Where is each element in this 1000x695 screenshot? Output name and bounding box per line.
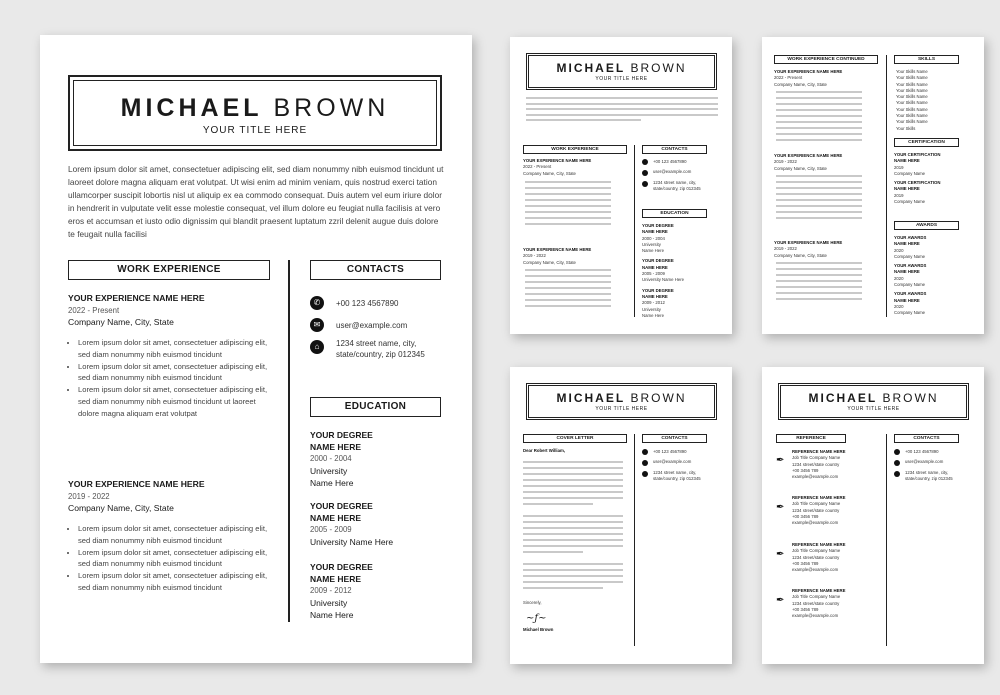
feather-icon: ✒ xyxy=(776,502,785,513)
school: University Name Here xyxy=(642,277,685,283)
bullet-lines xyxy=(525,181,611,229)
phone-icon xyxy=(894,449,900,455)
experience-entry xyxy=(523,158,628,177)
reference-entry xyxy=(792,542,882,573)
award-name: NAME HERE xyxy=(894,269,920,275)
ref-phone: +00 3456 789 xyxy=(792,513,819,519)
address-line1: 1234 street name, city, xyxy=(653,469,697,475)
contact-lines xyxy=(905,449,967,482)
cert-company: Company Name xyxy=(894,199,926,205)
reference-entry xyxy=(792,588,882,619)
name-box xyxy=(526,383,717,420)
award-year: 2020 xyxy=(894,247,904,253)
ref-phone: +00 3456 789 xyxy=(792,467,819,473)
award-name: NAME HERE xyxy=(894,241,920,247)
ref-job: Job Title Company Name xyxy=(792,501,841,507)
award-company: Company Name xyxy=(894,310,926,316)
last-name: BROWN xyxy=(630,391,687,405)
award-year: 2020 xyxy=(894,275,904,281)
work-experience-heading: WORK EXPERIENCE xyxy=(523,145,627,154)
experience-company: Company Name, City, State xyxy=(68,317,174,327)
years: 2009 - 2012 xyxy=(310,586,352,595)
education-list xyxy=(642,223,712,319)
cert-title: YOUR CERTIFICATION xyxy=(894,152,941,157)
degree: YOUR DEGREE xyxy=(310,562,373,572)
contact-email xyxy=(310,320,445,331)
intro-lines xyxy=(526,97,718,125)
phone-icon: ✆ xyxy=(310,296,324,310)
school: Name Here xyxy=(310,610,354,620)
degree: NAME HERE xyxy=(310,442,362,452)
experience-dates: 2019 - 2022 xyxy=(774,246,797,252)
skill-item: Your Skills Name xyxy=(896,87,928,93)
degree: NAME HERE xyxy=(310,513,362,523)
column-divider xyxy=(288,260,290,622)
cert-year: 2019 xyxy=(894,164,904,170)
home-icon: ⌂ xyxy=(310,340,324,354)
experience-company: Company Name, City, State xyxy=(523,170,576,176)
email-text: user@example.com xyxy=(336,321,408,330)
skill-item: Your Skills Name xyxy=(896,100,928,106)
school: University xyxy=(310,466,348,476)
first-name: MICHAEL xyxy=(808,391,878,405)
education-entry xyxy=(310,561,440,621)
ref-email: example@example.com xyxy=(792,567,839,573)
award-company: Company Name xyxy=(894,253,926,259)
ref-phone: +00 3456 789 xyxy=(792,606,819,612)
experience-company: Company Name, City, State xyxy=(774,252,827,258)
cert-name: NAME HERE xyxy=(894,158,920,164)
experience-dates: 2022 - Present xyxy=(523,164,552,170)
ref-email: example@example.com xyxy=(792,613,839,619)
feather-icon: ✒ xyxy=(776,549,785,560)
education-heading: EDUCATION xyxy=(310,397,441,417)
education-heading: EDUCATION xyxy=(642,209,707,218)
skill-item: Your Skills xyxy=(896,125,916,131)
signature-text: Michael Brown xyxy=(523,627,554,632)
address-line1: 1234 street name, city, xyxy=(336,339,417,348)
email-text: user@example.com xyxy=(905,459,944,465)
feather-icon: ✒ xyxy=(776,455,785,466)
sincerely: Sincerely, xyxy=(523,600,542,605)
school: Name Here xyxy=(310,478,354,488)
ref-address: 1234 street/state country xyxy=(792,600,840,606)
award-title: YOUR AWARDS xyxy=(894,235,927,240)
address-line1: 1234 street name, city, xyxy=(905,469,949,475)
first-name: MICHAEL xyxy=(556,391,626,405)
address-line2: state/country, zip 012345 xyxy=(653,475,701,481)
degree: NAME HERE xyxy=(642,293,668,299)
years: 2000 - 2004 xyxy=(642,235,665,241)
job-title: YOUR TITLE HERE xyxy=(595,76,648,82)
home-icon xyxy=(894,471,900,477)
ref-name: REFERENCE NAME HERE xyxy=(792,588,846,593)
education-entry xyxy=(310,429,440,489)
first-name: MICHAEL xyxy=(120,94,263,122)
degree: NAME HERE xyxy=(310,574,362,584)
name-box xyxy=(778,383,969,420)
email-text: user@example.com xyxy=(653,169,692,175)
bullet-lines xyxy=(776,175,862,223)
certification-list xyxy=(894,152,964,205)
experience-dates: 2019 - 2022 xyxy=(523,253,546,259)
first-name: MICHAEL xyxy=(556,61,626,75)
name-box xyxy=(526,53,717,90)
experience-name: YOUR EXPERIENCE NAME HERE xyxy=(68,479,205,489)
intro-paragraph: Lorem ipsum dolor sit amet, consectetuer adipiscing elit, sed diam nonummy nibh euismod tincidunt ut laoreet dolore magna aliquam erat volutpat. Ut wisi enim ad minim veniam, quis nostrud exerci tation ullamcorper suscipit lobortis nisl ut aliquip ex ea commodo consequat. Duis autem vel eum iriure dolor in hendrerit in vulputate velit esse molestie consequat, vel illum dolore eu feugiat nulla facilisis at vero eros et accumsan et iusto odio dignissim qui blandit praesent luptatum zzril delenit augue duis dolore te feugait nulla facilisi xyxy=(68,164,444,239)
home-icon xyxy=(642,471,648,477)
cover-letter-heading: COVER LETTER xyxy=(523,434,627,443)
email-text: user@example.com xyxy=(653,459,692,465)
experience-dates: 2022 - Present xyxy=(774,75,803,81)
school: University xyxy=(642,241,661,247)
contact-phone xyxy=(310,298,445,309)
reference-entry xyxy=(792,495,882,526)
awards-heading: AWARDS xyxy=(894,221,959,230)
bullet: • Lorem ipsum dolor sit amet, consectetuer adipiscing elit, sed diam nonummy nibh euismod tincidunt xyxy=(78,570,268,594)
degree: NAME HERE xyxy=(642,264,668,270)
home-icon xyxy=(642,181,648,187)
last-name: BROWN xyxy=(273,94,390,122)
experience-entry xyxy=(68,479,268,594)
degree: YOUR DEGREE xyxy=(642,223,674,228)
bullet: • Lorem ipsum dolor sit amet, consectetuer adipiscing elit, sed diam nonummy nibh euismod tincidunt xyxy=(78,337,268,361)
cert-name: NAME HERE xyxy=(894,186,920,192)
degree: YOUR DEGREE xyxy=(642,258,674,264)
award-year: 2020 xyxy=(894,303,904,309)
ref-email: example@example.com xyxy=(792,474,839,480)
job-title: YOUR TITLE HERE xyxy=(847,406,900,412)
cert-title: YOUR CERTIFICATION xyxy=(894,180,941,186)
degree: YOUR DEGREE xyxy=(642,287,674,293)
signature-mark: ~ƒ~ xyxy=(526,613,547,624)
education-entry xyxy=(310,500,440,548)
school: University xyxy=(642,306,661,312)
awards-list xyxy=(894,235,964,317)
contacts-heading: CONTACTS xyxy=(642,145,707,154)
ref-name: REFERENCE NAME HERE xyxy=(792,449,846,454)
skill-item: Your Skills Name xyxy=(896,69,928,74)
last-name: BROWN xyxy=(882,391,939,405)
contacts-heading: CONTACTS xyxy=(310,260,441,280)
experience-bullets xyxy=(68,337,268,420)
skills-heading: SKILLS xyxy=(894,55,959,64)
address-line2: state/country, zip 012345 xyxy=(905,475,953,481)
school: Name Here xyxy=(642,248,664,254)
job-title: YOUR TITLE HERE xyxy=(595,406,648,412)
phone-text: +00 123 4567890 xyxy=(905,449,939,454)
skill-item: Your Skills Name xyxy=(896,75,928,81)
ref-job: Job Title Company Name xyxy=(792,594,841,600)
experience-company: Company Name, City, State xyxy=(68,503,174,513)
skill-item: Your Skills Name xyxy=(896,119,928,125)
ref-name: REFERENCE NAME HERE xyxy=(792,542,846,547)
experience-entry xyxy=(774,240,879,259)
award-title: YOUR AWARDS xyxy=(894,263,927,269)
email-icon xyxy=(894,460,900,466)
school: University Name Here xyxy=(310,537,394,547)
work-continued-heading: WORK EXPERIENCE CONTINUED xyxy=(774,55,878,64)
school: Name Here xyxy=(642,312,664,318)
bullet-lines xyxy=(525,269,611,311)
ref-job: Job Title Company Name xyxy=(792,548,841,554)
bullet: • Lorem ipsum dolor sit amet, consectetuer adipiscing elit, sed diam nonummy nibh euismod tincidunt ut laoreet dolore magna aliquam erat volutpat xyxy=(78,384,268,419)
phone-text: +00 123 4567890 xyxy=(653,449,687,454)
skill-item: Your Skills Name xyxy=(896,113,928,119)
email-icon xyxy=(642,460,648,466)
cert-company: Company Name xyxy=(894,170,926,176)
bullet-lines xyxy=(776,91,862,145)
column-divider xyxy=(634,145,635,317)
degree: YOUR DEGREE xyxy=(310,501,373,511)
bullet: • Lorem ipsum dolor sit amet, consectetuer adipiscing elit, sed diam nonummy nibh euismod tincidunt xyxy=(78,523,268,547)
experience-name: YOUR EXPERIENCE NAME HERE xyxy=(774,240,843,245)
experience-name: YOUR EXPERIENCE NAME HERE xyxy=(774,153,843,158)
contact-lines xyxy=(653,159,715,192)
reference-heading: REFERENCE xyxy=(776,434,846,443)
cover-letter-page xyxy=(510,367,732,664)
contacts-heading: CONTACTS xyxy=(642,434,707,443)
feather-icon: ✒ xyxy=(776,595,785,606)
experience-bullets xyxy=(68,523,268,594)
award-title: YOUR AWARDS xyxy=(894,291,927,297)
experience-company: Company Name, City, State xyxy=(523,259,576,265)
award-name: NAME HERE xyxy=(894,297,920,303)
school: University xyxy=(310,598,348,608)
ref-name: REFERENCE NAME HERE xyxy=(792,495,846,500)
degree: NAME HERE xyxy=(642,229,668,235)
full-name xyxy=(70,93,440,123)
phone-icon xyxy=(642,449,648,455)
address-line1: 1234 street name, city, xyxy=(653,179,697,185)
skill-item: Your Skills Name xyxy=(896,106,928,112)
experience-name: YOUR EXPERIENCE NAME HERE xyxy=(68,293,205,303)
resume-preview-page xyxy=(510,37,732,334)
ref-address: 1234 street/state country xyxy=(792,461,840,467)
phone-text: +00 123 4567890 xyxy=(653,159,687,164)
ref-address: 1234 street/state country xyxy=(792,554,840,560)
experience-dates: 2019 - 2022 xyxy=(774,159,797,165)
experience-entry xyxy=(774,153,879,172)
years: 2005 - 2009 xyxy=(310,525,352,534)
phone-text: +00 123 4567890 xyxy=(336,299,399,308)
ref-job: Job Title Company Name xyxy=(792,455,841,461)
email-icon: ✉ xyxy=(310,318,324,332)
work-experience-heading: WORK EXPERIENCE xyxy=(68,260,270,280)
greeting xyxy=(523,448,565,454)
reference-page xyxy=(762,367,984,664)
experience-name: YOUR EXPERIENCE NAME HERE xyxy=(774,69,843,74)
certification-heading: CERTIFICATION xyxy=(894,138,959,147)
experience-name: YOUR EXPERIENCE NAME HERE xyxy=(523,247,592,252)
contact-address xyxy=(310,338,445,360)
name-box xyxy=(68,75,442,151)
experience-company: Company Name, City, State xyxy=(774,165,827,171)
email-icon xyxy=(642,170,648,176)
phone-icon xyxy=(642,159,648,165)
bullet-lines xyxy=(776,262,862,304)
contact-lines xyxy=(653,449,715,482)
experience-dates: 2022 - Present xyxy=(68,306,120,315)
degree: YOUR DEGREE xyxy=(310,430,373,440)
experience-name: YOUR EXPERIENCE NAME HERE xyxy=(523,158,592,163)
years: 2000 - 2004 xyxy=(310,454,352,463)
experience-entry xyxy=(523,247,628,266)
years: 2005 - 2009 xyxy=(642,271,665,277)
address-line2: state/country, zip 012345 xyxy=(336,350,425,359)
last-name: BROWN xyxy=(630,61,687,75)
bullet: • Lorem ipsum dolor sit amet, consectetuer adipiscing elit, sed diam nonummy nibh euismod tincidunt xyxy=(78,361,268,385)
ref-address: 1234 street/state country xyxy=(792,507,840,513)
column-divider xyxy=(886,55,887,317)
job-title: YOUR TITLE HERE xyxy=(202,125,308,136)
bullet: • Lorem ipsum dolor sit amet, consectetuer adipiscing elit, sed diam nonummy nibh euismod tincidunt xyxy=(78,547,268,571)
letter-lines xyxy=(523,461,623,593)
ref-email: example@example.com xyxy=(792,520,839,526)
cert-year: 2019 xyxy=(894,192,904,198)
skills-list xyxy=(896,69,966,132)
continued-page xyxy=(762,37,984,334)
experience-entry xyxy=(68,293,268,420)
award-company: Company Name xyxy=(894,282,926,288)
ref-phone: +00 3456 789 xyxy=(792,560,819,566)
signature-name xyxy=(523,627,553,633)
column-divider xyxy=(886,434,887,646)
years: 2009 - 2012 xyxy=(642,300,665,306)
column-divider xyxy=(634,434,635,646)
experience-company: Company Name, City, State xyxy=(774,81,827,87)
main-resume-page xyxy=(40,35,472,663)
address-line2: state/country, zip 012345 xyxy=(653,185,701,191)
skill-item: Your Skills Name xyxy=(896,94,928,100)
reference-entry xyxy=(792,449,882,480)
experience-dates: 2019 - 2022 xyxy=(68,492,110,501)
greeting-text: Dear Robert William, xyxy=(523,448,565,453)
experience-entry xyxy=(774,69,879,88)
skill-item: Your Skills Name xyxy=(896,81,928,87)
contacts-heading: CONTACTS xyxy=(894,434,959,443)
